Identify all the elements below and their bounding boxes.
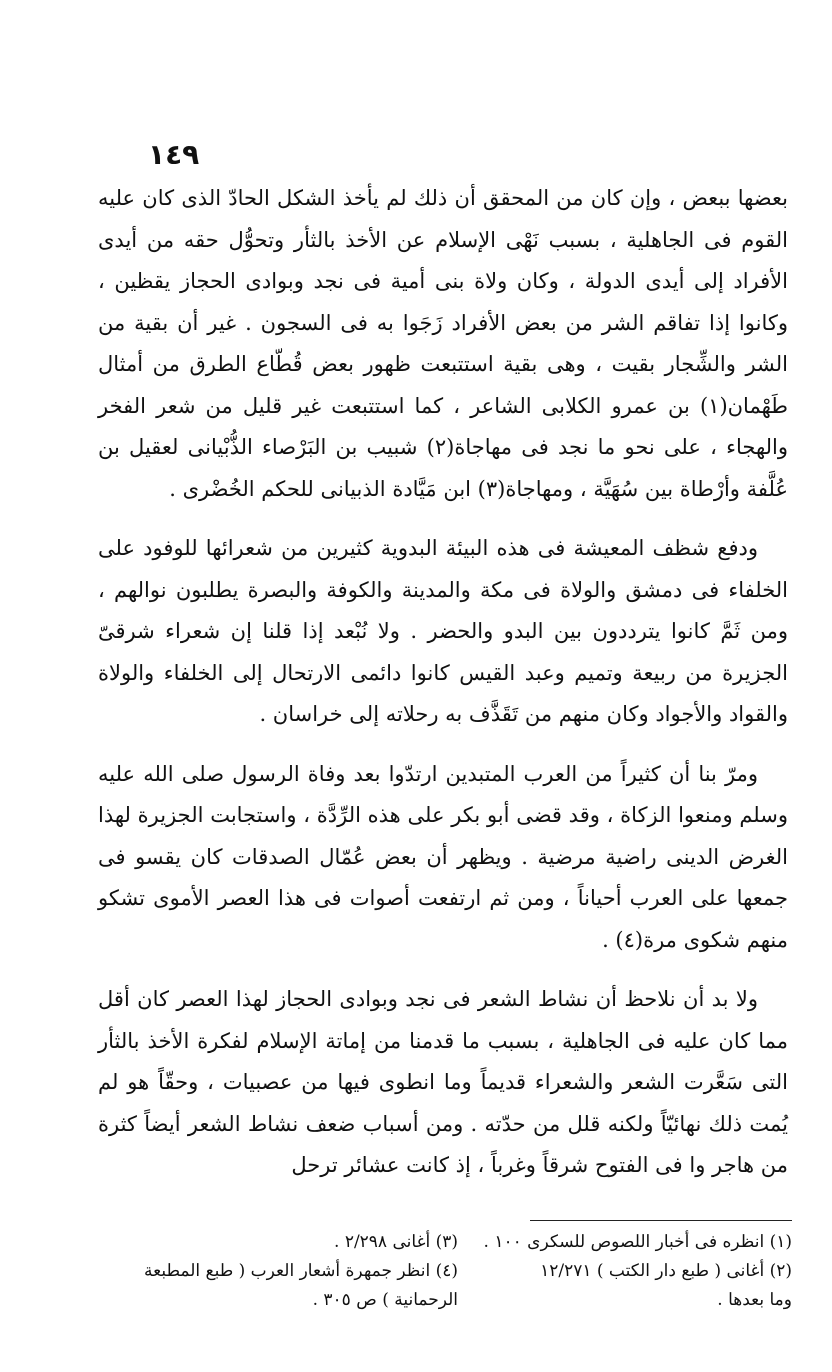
- footnote-2-continuation: وما بعدها .: [717, 1290, 792, 1310]
- footnote-2: (٢) أغانى ( طبع دار الكتب ) ١٢/٢٧١: [540, 1261, 792, 1281]
- paragraph-1: بعضها ببعض ، وإن كان من المحقق أن ذلك لم يأخذ الشكل الحادّ الذى كان عليه القوم فى الجاهلية ، بسبب نَهْى الإسلام عن الأخذ بالثأر وتحوُّل حقه من أيدى الأفراد إلى أيدى الدولة ، وكان ولاة بنى أمية فى نجد وبوادى الحجاز يقظين ، وكانوا إذا تفاقم الشر من بعض الأفراد زَجَوا به فى السجون . غير أن بقية من الشر والشِّجار بقيت ، وهى بقية استتبعت ظهور بعض قُطّاع الطرق من أمثال طَهْمان(١) بن عمرو الكلابى الشاعر ، كما استتبعت غير قليل من شعر الفخر والهجاء ، على نحو ما نجد فى مهاجاة(٢) شبيب بن البَرْصاء الذُّبْيانى لعقيل بن عُلَّفة وأرْطاة بين سُهَيَّة ، ومهاجاة(٣) ابن مَيَّادة الذبيانى للحكم الخُضْرى .: [98, 186, 788, 501]
- paragraph-4: ولا بد أن نلاحظ أن نشاط الشعر فى نجد وبوادى الحجاز لهذا العصر كان أقل مما كان عليه فى الجاهلية ، بسبب ما قدمنا من إماتة الإسلام لفكرة الأخذ بالثأر التى سَعَّرت الشعر والشعراء قديماً وما انطوى فيها من عصبيات ، وحقّاً هو لم يُمت ذلك نهائيّاً ولكنه قلل من حدّته . ومن أسباب ضعف نشاط الشعر أيضاً كثرة من هاجر وا فى الفتوح شرقاً وغرباً ، إذ كانت عشائر ترحل: [98, 987, 788, 1177]
- footnote-4-continuation: الرحمانية ) ص ٣٠٥ .: [312, 1290, 458, 1310]
- paragraph-3: ومرّ بنا أن كثيراً من العرب المتبدين ارتدّوا بعد وفاة الرسول صلى الله عليه وسلم ومنعوا الزكاة ، وقد قضى أبو بكر على هذه الرِّدَّة ، واستجابت الجزيرة لهذا الغرض الدينى راضية مرضية . ويظهر أن بعض عُمّال الصدقات كان يقسو فى جمعها على العرب أحياناً ، ومن ثم ارتفعت أصوات فى هذا العصر الأموى تشكو منهم شكوى مرة(٤) .: [98, 761, 788, 952]
- footnote-row-3: [128, 1286, 792, 1315]
- footnote-separator: [530, 1220, 792, 1221]
- footnote-row-2: [128, 1257, 792, 1286]
- footnote-1: (١) انظره فى أخبار اللصوص للسكرى ١٠٠ .: [483, 1232, 792, 1252]
- body-text: [98, 178, 788, 1205]
- footnote-3: (٣) أغانى ٢/٢٩٨ .: [334, 1232, 458, 1252]
- footnote-row-1: [128, 1228, 792, 1257]
- footnotes: [128, 1228, 792, 1315]
- paragraph-2: ودفع شظف المعيشة فى هذه البيئة البدوية كثيرين من شعرائها للوفود على الخلفاء فى دمشق والولاة فى مكة والمدينة والكوفة والبصرة يطلبون نوالهم ، ومن ثَمَّ كانوا يترددون بين البدو والحضر . ولا نُبْعد إذا قلنا إن شعراء شرقىّ الجزيرة من ربيعة وتميم وعبد القيس كانوا دائمى الارتحال إلى الخلفاء والولاة والقواد والأجواد وكان منهم من تَقَذَّف به رحلاته إلى خراسان .: [98, 536, 788, 726]
- footnote-4: (٤) انظر جمهرة أشعار العرب ( طبع المطبعة: [144, 1261, 458, 1281]
- page-number: ١٤٩: [148, 138, 200, 171]
